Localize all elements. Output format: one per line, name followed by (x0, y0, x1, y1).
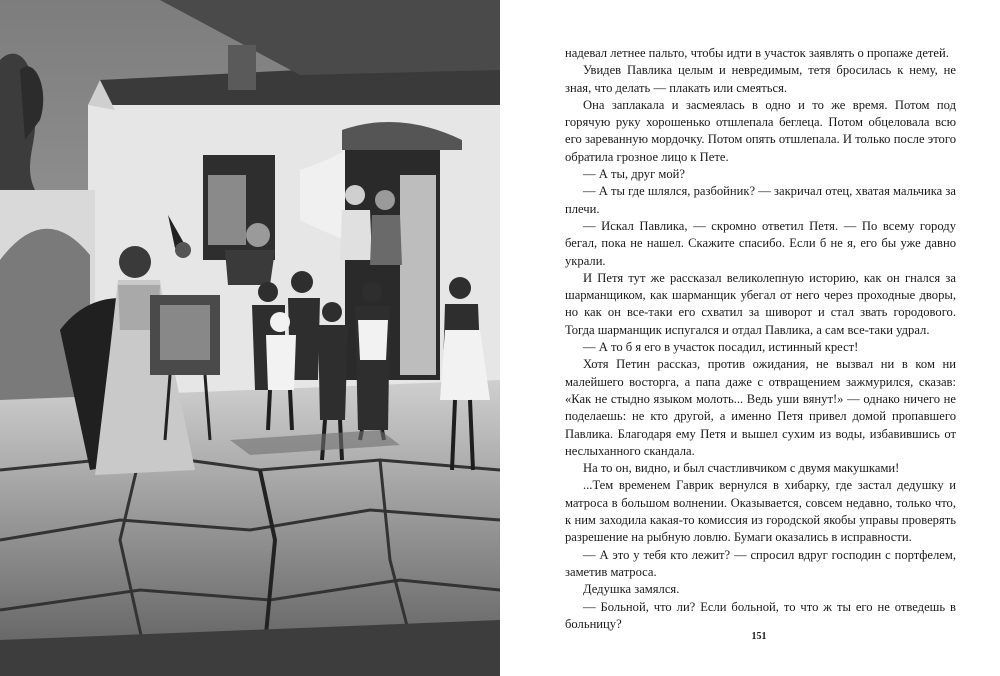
paragraph: — А ты, друг мой? (583, 167, 685, 182)
paragraph: — Искал Павлика, — скромно ответил Петя. — По всему городу бегал, пока не нашел. Скажите спасибо. Если б не я, его бы уже давно украли. (565, 218, 956, 268)
paragraph: На то он, видно, и был счастливчиком с двумя макушками! (583, 461, 900, 476)
paragraph: Дедушка замялся. (583, 582, 680, 597)
paragraph: Увидев Павлика целым и невредимым, тетя бросилась к нему, не зная, что делать — плакать или смеяться. (565, 63, 956, 95)
paragraph: Хотя Петин рассказ, против ожидания, не вызвал ни в ком ни малейшего восторга, а папа даже с отвращением зажмурился, сказав: «Как не стыдно языком молоть... Ведь уши вянут!» — однако ничего не поделаешь: не кто другой, а именно Петя привел домой пропавшего Павлика. Благодаря ему Петя и вышел сухим из воды, избавившись от неслыханного скандала. (565, 357, 956, 458)
paragraph: — А ты где шлялся, разбойник? — закричал отец, хватая мальчика за плечи. (565, 184, 956, 216)
text-page (500, 0, 1000, 676)
paragraph: Она заплакала и засмеялась в одно и то же время. Потом под горячую руку хорошенько отшлепала беглеца. Потом обцеловала всю его зареванную мордочку. Потом опять отшлепала. И только после этого обратила грозное лицо к Пете. (565, 97, 956, 164)
paragraph: — А то б я его в участок посадил, истинный крест! (583, 340, 859, 355)
paragraph: ...Тем временем Гаврик вернулся в хибарку, где застал дедушку и матроса в большом волнении. Оказывается, совсем недавно, только что, к ним заходила какая-то комиссия из городской якобы управы проверять разрешение на рыбную ловлю. Бумаги оказались в исправности. (565, 478, 956, 545)
page-number: 151 (751, 631, 767, 642)
paragraph: — А это у тебя кто лежит? — спросил вдруг господин с портфелем, заметив матроса. (565, 547, 956, 579)
paragraph: — Больной, что ли? Если больной, то что ж ты его не отведешь в больницу? (565, 599, 956, 631)
paragraph: надевал летнее пальто, чтобы идти в участок заявлять о пропаже детей. (565, 46, 949, 60)
text-column (565, 45, 956, 633)
paragraph: И Петя тут же рассказал великолепную историю, как он гнался за шарманщиком, как шарманщик убегал от него через проходные дворы, но как он все-таки его схватил за шиворот и стал звать городового. Тогда шарманщик испугался и отдал Павлика, а сам все-таки удрал. (565, 270, 956, 337)
